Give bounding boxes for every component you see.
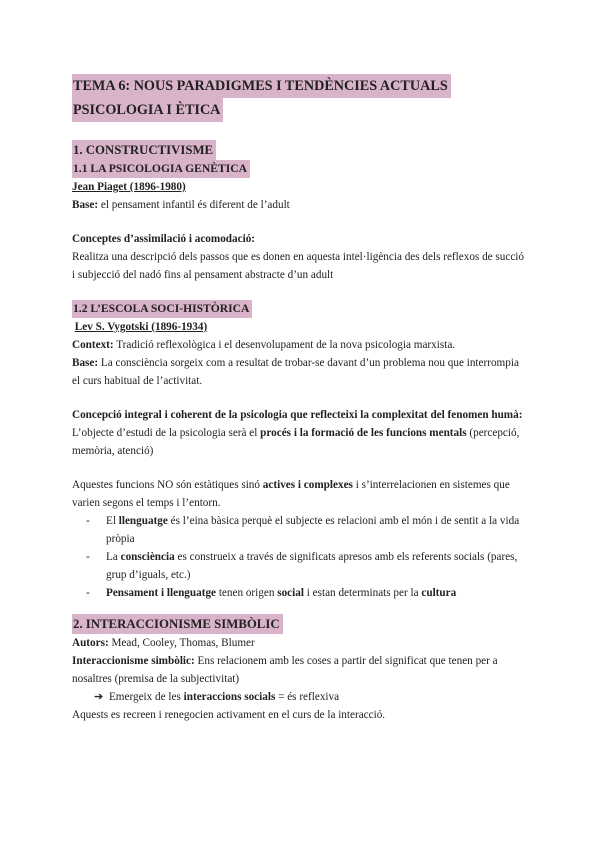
section-1-1-heading: 1.1 LA PSICOLOGIA GENÈTICA xyxy=(72,160,250,178)
objecte-paragraph: L’objecte d’estudi de la psicologia serà el procés i la formació de les funcions mentals (percepció, memòria, atenció) xyxy=(72,427,520,457)
section-2-heading: 2. INTERACCIONISME SIMBÒLIC xyxy=(72,614,283,634)
list-item: - El llenguatge és l’eina bàsica perquè el subjecte es relacioni amb el món i de sentit a la vida pròpia xyxy=(86,512,528,548)
context-text: Tradició reflexològica i el desenvolupament de la nova psicologia marxista. xyxy=(113,339,456,351)
title-line-1: TEMA 6: NOUS PARADIGMES I TENDÈNCIES ACTUALS xyxy=(72,74,451,98)
arrow-icon: ➔ xyxy=(94,691,104,703)
document-page xyxy=(72,74,528,724)
base-label-2: Base: xyxy=(72,357,99,369)
concepcio-heading: Concepció integral i coherent de la psicologia que reflecteixi la complexitat del fenomen humà: xyxy=(72,409,523,421)
vygotski-author: Lev S. Vygotski (1896-1934) xyxy=(74,321,208,333)
funcions-list xyxy=(72,512,528,602)
autors-text: Mead, Cooley, Thomas, Blumer xyxy=(108,637,255,649)
title-line-2: PSICOLOGIA I ÈTICA xyxy=(72,98,223,122)
ints-label: Interaccionisme simbòlic: xyxy=(72,655,195,667)
concepts-text: Realitza una descripció dels passos que es donen en aquesta intel·ligència des dels reflexos de succió i subjecció del nadó fins al pensament abstracte d’un adult xyxy=(72,251,525,281)
section-1-2-heading: 1.2 L’ESCOLA SOCI-HISTÒRICA xyxy=(72,300,252,318)
arrow-line: ➔ Emergeix de les interaccions socials = és reflexiva xyxy=(94,691,340,703)
concepts-heading: Conceptes d’assimilació i acomodació: xyxy=(72,233,256,245)
base-text-2: La consciència sorgeix com a resultat de trobar-se davant d’un problema nou que interrompia el curs habitual de l’activitat. xyxy=(72,357,519,387)
last-line: Aquests es recreen i renegocien activament en el curs de la interacció. xyxy=(72,709,386,721)
section-1-heading: 1. CONSTRUCTIVISME xyxy=(72,140,216,160)
list-item: - Pensament i llenguatge tenen origen social i estan determinats per la cultura xyxy=(86,584,528,602)
document-title xyxy=(72,74,528,122)
piaget-author: Jean Piaget (1896-1980) xyxy=(72,181,186,193)
context-label: Context: xyxy=(72,339,114,351)
funcions-paragraph: Aquestes funcions NO són estàtiques sinó actives i complexes i s’interrelacionen en sistemes que varien segons el temps i l’entorn. xyxy=(72,479,510,509)
ints-text: Ens relacionem amb les coses a partir del significat que tenen per a nosaltres (premisa de la subjectivitat) xyxy=(72,655,498,685)
list-item: - La consciència es construeix a través de significats apresos amb els referents socials (pares, grup d’iguals, etc.) xyxy=(86,548,528,584)
autors-label: Autors: xyxy=(72,637,109,649)
base-label: Base: xyxy=(72,199,99,211)
base-text: el pensament infantil és diferent de l’adult xyxy=(98,199,290,211)
